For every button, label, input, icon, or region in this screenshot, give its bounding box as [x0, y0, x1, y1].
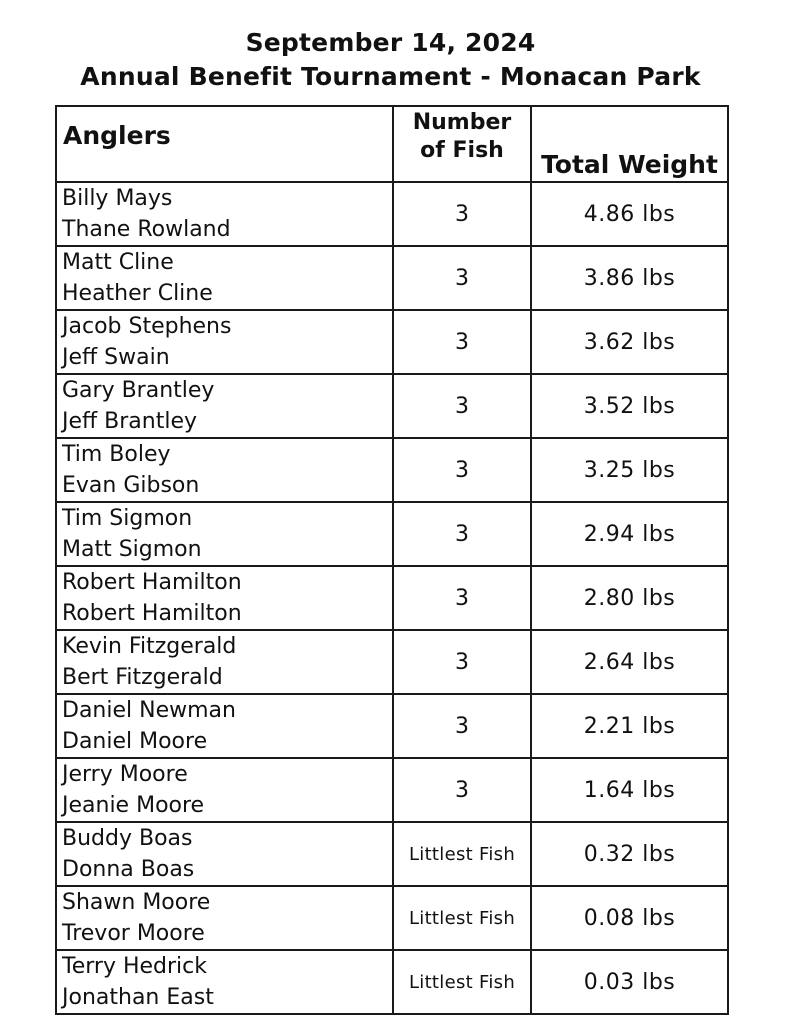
angler-name: Donna Boas — [62, 857, 195, 882]
total-weight-cell: 0.32 lbs — [531, 822, 728, 886]
total-weight-cell: 0.03 lbs — [531, 950, 728, 1014]
angler-name: Robert Hamilton — [62, 601, 242, 626]
angler-name: Jonathan East — [62, 985, 214, 1010]
total-weight-cell: 2.21 lbs — [531, 694, 728, 758]
table-row — [56, 822, 728, 886]
number-of-fish-cell: 3 — [393, 694, 531, 758]
table-row — [56, 310, 728, 374]
angler-name: Jacob Stephens — [62, 314, 232, 339]
total-weight-cell: 3.52 lbs — [531, 374, 728, 438]
column-header-fish-line1: Number — [412, 110, 512, 135]
table-row — [56, 182, 728, 246]
anglers-cell — [56, 822, 393, 886]
number-of-fish-cell: 3 — [393, 630, 531, 694]
table-body — [56, 182, 728, 1014]
tournament-date: September 14, 2024 — [245, 28, 536, 57]
total-weight-cell: 2.80 lbs — [531, 566, 728, 630]
angler-name: Gary Brantley — [62, 378, 215, 403]
number-of-fish-cell: 3 — [393, 310, 531, 374]
table-row — [56, 950, 728, 1014]
angler-name: Buddy Boas — [62, 826, 193, 851]
column-header-number-of-fish — [393, 106, 531, 182]
angler-name: Trevor Moore — [62, 921, 205, 946]
angler-name: Tim Boley — [62, 442, 171, 467]
total-weight-cell: 2.94 lbs — [531, 502, 728, 566]
tournament-title: Annual Benefit Tournament - Monacan Park — [80, 62, 701, 91]
total-weight-cell: 1.64 lbs — [531, 758, 728, 822]
angler-name: Jeff Swain — [62, 345, 170, 370]
angler-name: Robert Hamilton — [62, 570, 242, 595]
angler-name: Shawn Moore — [62, 890, 211, 915]
number-of-fish-cell: 3 — [393, 374, 531, 438]
total-weight-cell: 3.86 lbs — [531, 246, 728, 310]
total-weight-cell: 3.25 lbs — [531, 438, 728, 502]
column-header-anglers: Anglers — [56, 106, 393, 182]
angler-name: Kevin Fitzgerald — [62, 634, 237, 659]
total-weight-cell: 3.62 lbs — [531, 310, 728, 374]
total-weight-cell: 4.86 lbs — [531, 182, 728, 246]
table-row — [56, 502, 728, 566]
number-of-fish-cell: 3 — [393, 438, 531, 502]
anglers-cell — [56, 630, 393, 694]
number-of-fish-cell: Littlest Fish — [393, 950, 531, 1014]
anglers-cell — [56, 566, 393, 630]
table-row — [56, 886, 728, 950]
table-row — [56, 374, 728, 438]
number-of-fish-cell: 3 — [393, 246, 531, 310]
angler-name: Bert Fitzgerald — [62, 665, 223, 690]
angler-name: Jerry Moore — [62, 762, 188, 787]
table-row — [56, 758, 728, 822]
angler-name: Jeanie Moore — [62, 793, 205, 818]
number-of-fish-cell: Littlest Fish — [393, 822, 531, 886]
angler-name: Daniel Moore — [62, 729, 208, 754]
document-header — [0, 26, 781, 94]
anglers-cell — [56, 182, 393, 246]
anglers-cell — [56, 694, 393, 758]
table-row — [56, 566, 728, 630]
number-of-fish-cell: 3 — [393, 182, 531, 246]
number-of-fish-cell: Littlest Fish — [393, 886, 531, 950]
table-row — [56, 630, 728, 694]
angler-name: Terry Hedrick — [62, 954, 207, 979]
number-of-fish-cell: 3 — [393, 566, 531, 630]
number-of-fish-cell: 3 — [393, 758, 531, 822]
anglers-cell — [56, 438, 393, 502]
anglers-cell — [56, 246, 393, 310]
angler-name: Matt Sigmon — [62, 537, 202, 562]
column-header-total-weight: Total Weight — [531, 106, 728, 182]
anglers-cell — [56, 310, 393, 374]
angler-name: Matt Cline — [62, 250, 174, 275]
anglers-cell — [56, 502, 393, 566]
anglers-cell — [56, 950, 393, 1014]
table-row — [56, 438, 728, 502]
total-weight-cell: 2.64 lbs — [531, 630, 728, 694]
anglers-cell — [56, 758, 393, 822]
angler-name: Heather Cline — [62, 281, 213, 306]
anglers-cell — [56, 374, 393, 438]
angler-name: Daniel Newman — [62, 698, 236, 723]
column-header-fish-line2: of Fish — [420, 138, 504, 163]
header-row — [56, 106, 728, 182]
number-of-fish-cell: 3 — [393, 502, 531, 566]
angler-name: Tim Sigmon — [62, 506, 193, 531]
angler-name: Thane Rowland — [62, 217, 231, 242]
anglers-cell — [56, 886, 393, 950]
table-row — [56, 694, 728, 758]
angler-name: Jeff Brantley — [62, 409, 198, 434]
angler-name: Billy Mays — [62, 186, 173, 211]
total-weight-cell: 0.08 lbs — [531, 886, 728, 950]
table-row — [56, 246, 728, 310]
angler-name: Evan Gibson — [62, 473, 200, 498]
results-table — [55, 105, 729, 1015]
